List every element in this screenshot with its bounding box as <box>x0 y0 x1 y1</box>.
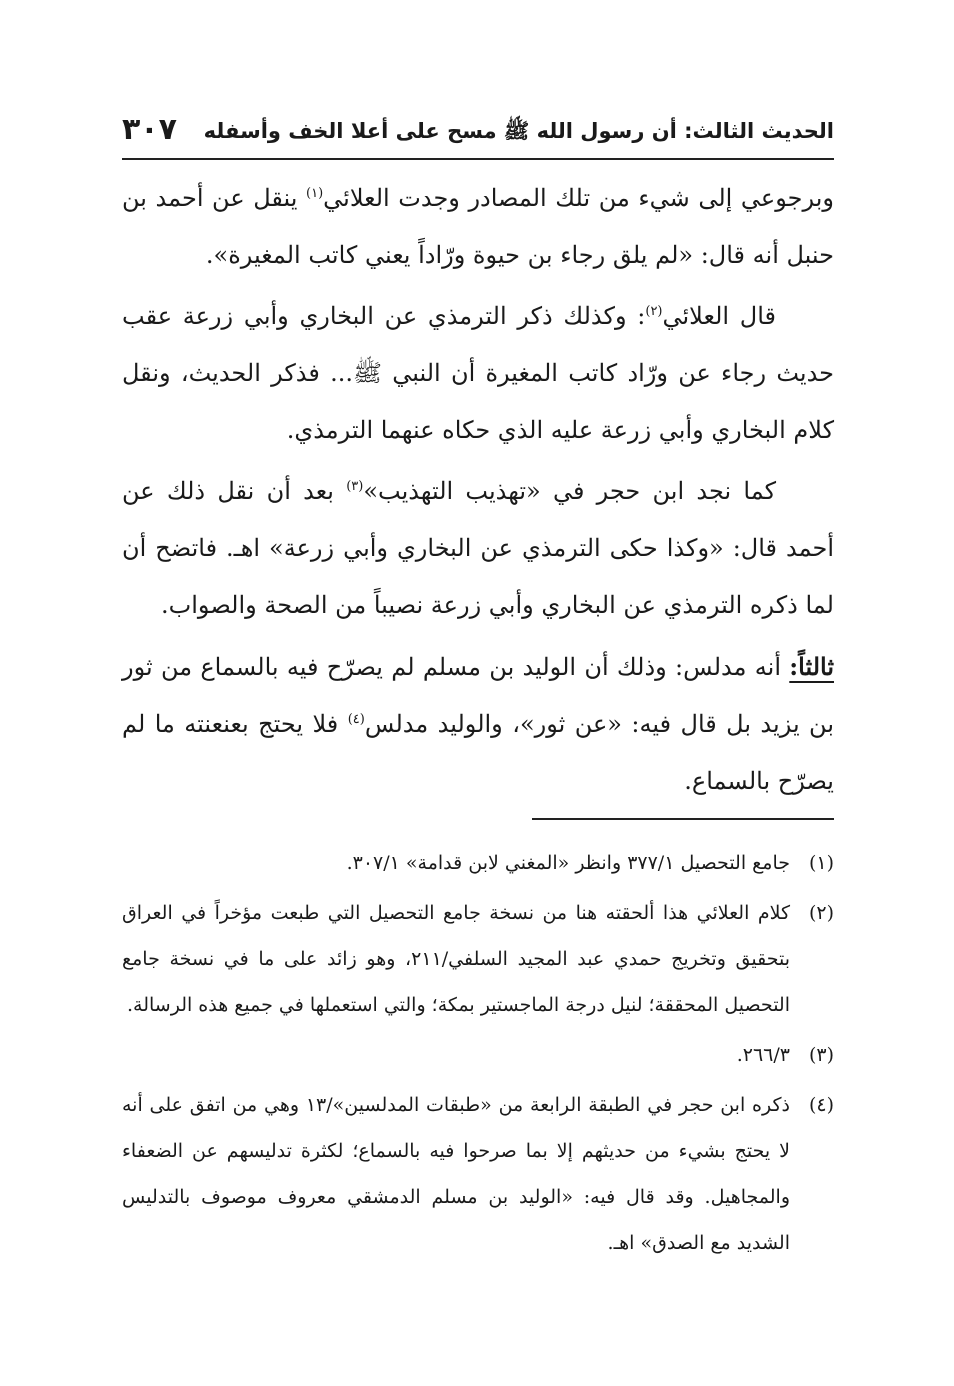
paragraph-4 <box>122 638 834 810</box>
footnote-ref-3: (٣) <box>346 479 364 494</box>
running-title: الحديث الثالث: أن رسول الله ﷺ مسح على أعلا الخف وأسفله <box>203 119 834 143</box>
paragraph-3 <box>122 463 834 634</box>
paragraph-4-text-b: فلا يحتج بعنعنته ما لم يصرّح بالسماع. <box>122 710 834 795</box>
main-text <box>122 170 834 814</box>
footnote-text: ٢٦٦/٣. <box>736 1044 790 1066</box>
footnote-4 <box>122 1082 834 1266</box>
footnote-text: كلام العلائي هذا ألحقته هنا من نسخة جامع التحصيل التي طبعت مؤخراً في العراق بتحقيق وتخريج حمدي عبد المجيد السلفي/٢١١، وهو زائد على ما في نسخة جامع التحصيل المحققة؛ لنيل درجة الماجستير بمكة؛ والتي استعملها في جميع هذه الرسالة. <box>122 902 790 1016</box>
paragraph-3-text-a: كما نجد ابن حجر في «تهذيب التهذيب» <box>363 477 776 505</box>
footnote-ref-2: (٢) <box>645 304 663 319</box>
paragraph-2 <box>122 288 834 459</box>
paragraph-4-lead: ثالثاً: <box>789 652 834 681</box>
paragraph-2-text-a: قال العلائي <box>662 302 777 330</box>
footnote-1 <box>122 840 834 886</box>
footnote-2 <box>122 890 834 1028</box>
footnote-number: (٣) <box>808 1044 834 1066</box>
paragraph-1-text-b: ينقل عن أحمد بن حنبل أنه قال: «لم يلق رجاء بن حيوة ورّاداً يعني كاتب المغيرة». <box>122 184 834 269</box>
paragraph-1-text-a: وبرجوعي إلى شيء من تلك المصادر وجدت العلائي <box>323 184 834 212</box>
page-header <box>122 112 834 156</box>
paragraph-1 <box>122 170 834 284</box>
footnote-3 <box>122 1032 834 1078</box>
footnote-text: ذكره ابن حجر في الطبقة الرابعة من «طبقات المدلسين»/١٣ وهي من اتفق على أنه لا يحتج بشيء من حديثهم إلا بما صرحوا فيه بالسماع؛ لكثرة تدليسهم عن الضعفاء والمجاهيل. وقد قال فيه: «الوليد بن مسلم الدمشقي معروف موصوف بالتدليس الشديد مع الصدق» اهـ. <box>122 1094 790 1254</box>
footnote-number: (٤) <box>808 1094 834 1116</box>
footnote-text: جامع التحصيل ٣٧٧/١ وانظر «المغني لابن قدامة» ٣٠٧/١. <box>346 852 790 874</box>
paragraph-4-text-a: أنه مدلس: وذلك أن الوليد بن مسلم لم يصرّح فيه بالسماع من ثور بن يزيد بل قال فيه: «عن ثور»، والوليد مدلس <box>122 653 835 738</box>
paragraph-3-text-b: بعد أن نقل ذلك عن أحمد قال: «وكذا حكى الترمذي عن البخاري وأبي زرعة» اهـ. فاتضح أن لما ذكره الترمذي عن البخاري وأبي زرعة نصيباً من الصحة والصواب. <box>122 477 834 619</box>
footnote-number: (١) <box>808 852 834 874</box>
paragraph-2-text-b: : وكذلك ذكر الترمذي عن البخاري وأبي زرعة عقب حديث رجاء عن ورّاد كاتب المغيرة أن النبي ﷺ... فذكر الحديث، ونقل كلام البخاري وأبي زرعة عليه الذي حكاه عنهما الترمذي. <box>122 302 835 444</box>
footnotes <box>122 840 834 1270</box>
footnote-divider <box>532 818 834 820</box>
footnote-ref-4: (٤) <box>347 712 365 727</box>
header-divider <box>122 158 834 160</box>
page-number: ٣٠٧ <box>122 112 177 147</box>
footnote-number: (٢) <box>808 902 834 924</box>
footnote-ref-1: (١) <box>306 186 324 201</box>
